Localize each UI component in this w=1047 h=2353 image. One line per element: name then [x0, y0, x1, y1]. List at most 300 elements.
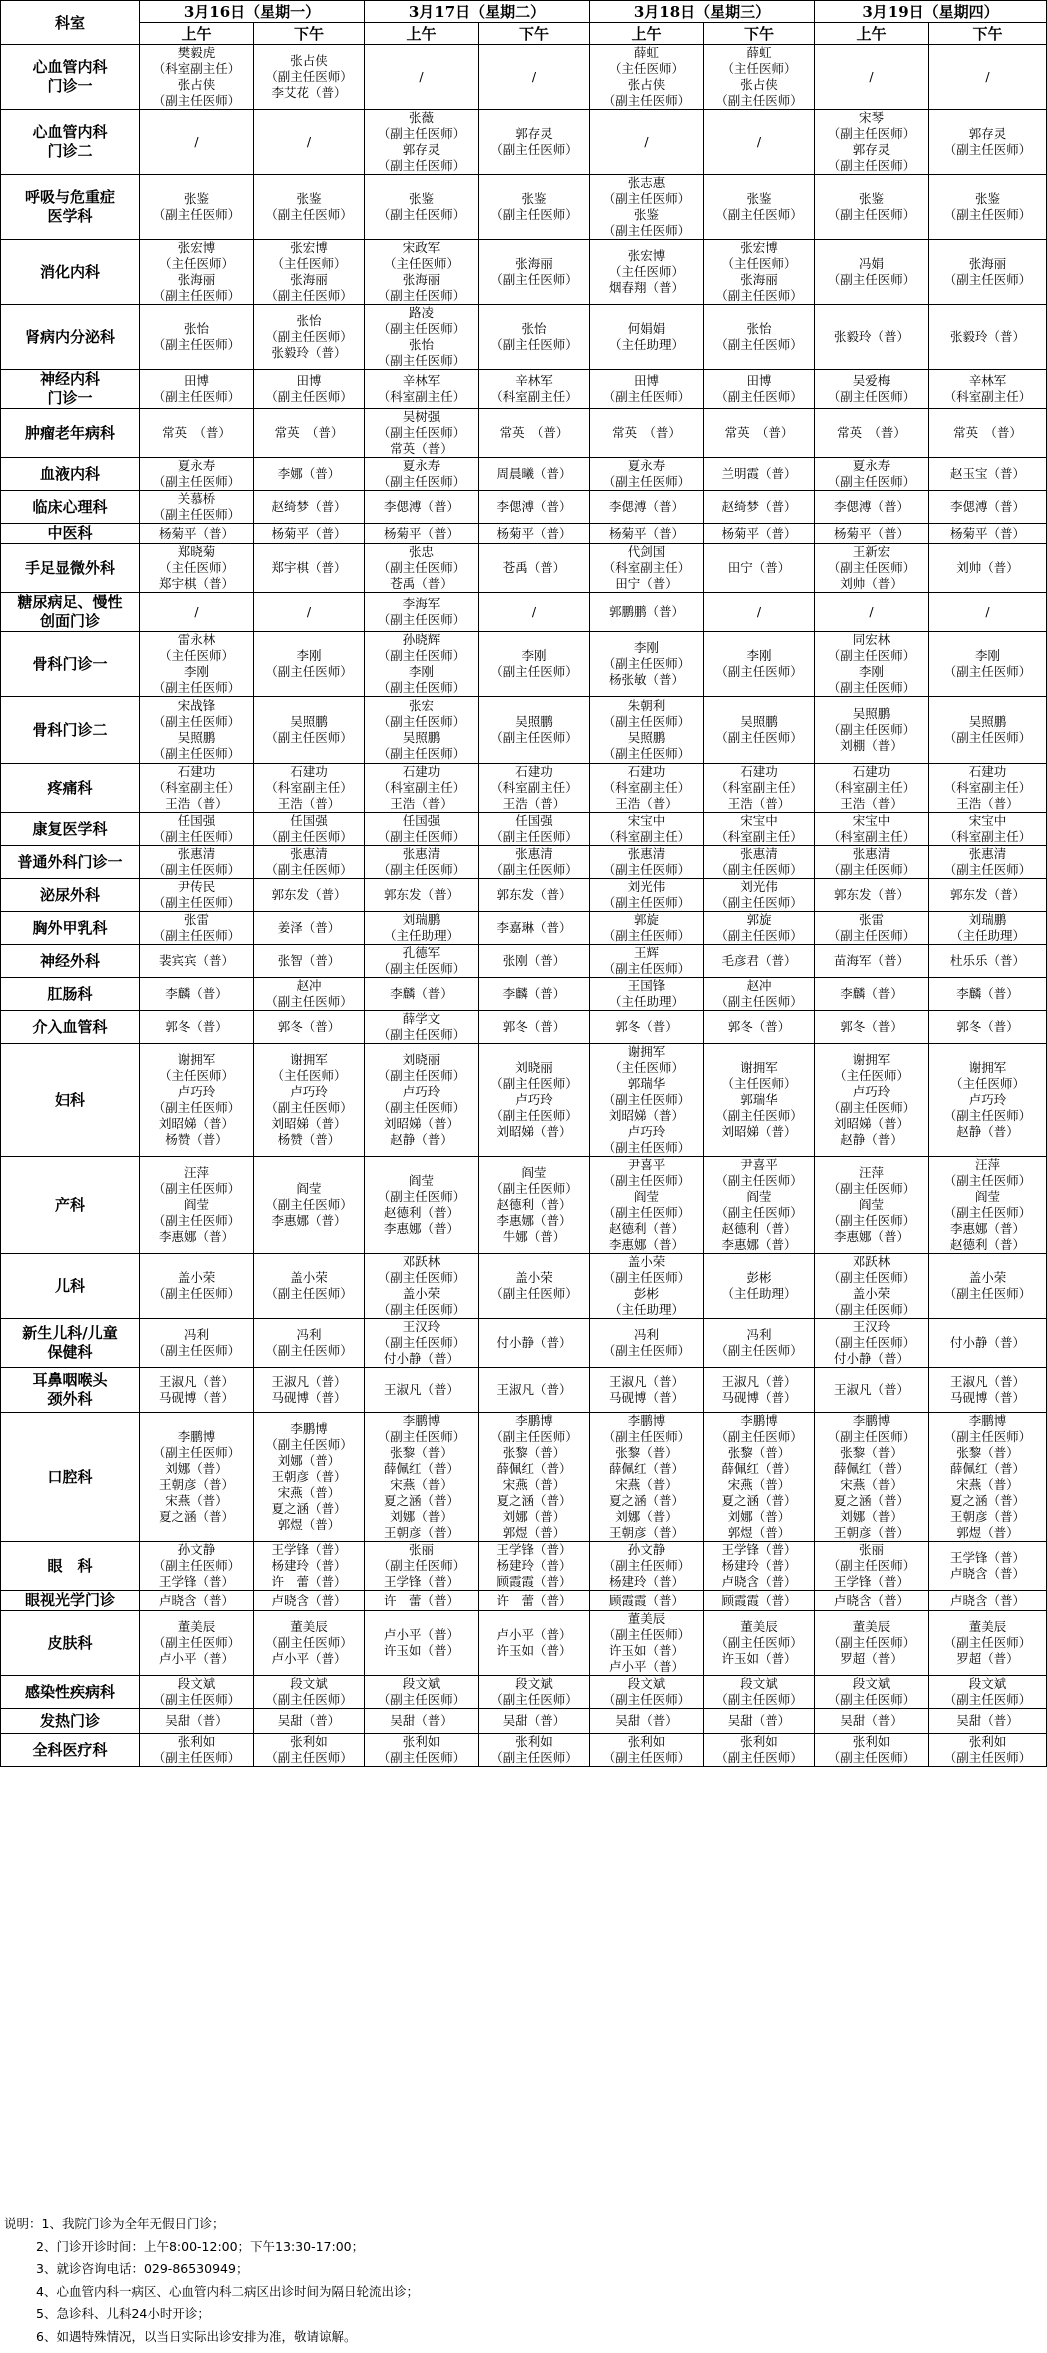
- schedule-cell: 李鹏博 （副主任医师） 刘娜（普） 王朝彦（普） 宋燕（普） 夏之涵（普） 郭煜（普）: [254, 1413, 365, 1542]
- dept-name: 糖尿病足、慢性 创面门诊: [1, 593, 140, 632]
- schedule-cell: /: [704, 593, 815, 632]
- schedule-cell: 代剑国 （科室副主任） 田宁（普）: [590, 544, 704, 593]
- schedule-cell: 郭东发（普）: [929, 879, 1047, 912]
- schedule-cell: 郭冬（普）: [704, 1011, 815, 1044]
- schedule-cell: 冯利 （副主任医师）: [254, 1319, 365, 1368]
- notes-section: [4, 2213, 1044, 2348]
- schedule-cell: 汪萍 （副主任医师） 阎莹 （副主任医师） 李惠娜（普） 赵德利（普）: [929, 1157, 1047, 1254]
- schedule-cell: 吴照鹏 （副主任医师）: [704, 697, 815, 764]
- schedule-cell: 石建功 （科室副主任） 王浩（普）: [929, 764, 1047, 813]
- schedule-cell: 张丽 （副主任医师） 王学锋（普）: [815, 1542, 929, 1591]
- table-row: [1, 1368, 1047, 1413]
- schedule-cell: 王淑凡（普） 马砚博（普）: [254, 1368, 365, 1413]
- schedule-cell: 关慕桥 （副主任医师）: [140, 491, 254, 524]
- schedule-cell: 付小静（普）: [479, 1319, 590, 1368]
- table-row: [1, 458, 1047, 491]
- schedule-cell: 王新宏 （副主任医师） 刘帅（普）: [815, 544, 929, 593]
- schedule-cell: 吴甜（普）: [365, 1709, 479, 1734]
- schedule-cell: 段文斌 （副主任医师）: [929, 1676, 1047, 1709]
- schedule-cell: 辛林军 （科室副主任）: [479, 370, 590, 409]
- schedule-cell: 王辉 （副主任医师）: [590, 945, 704, 978]
- schedule-cell: 邓跃林 （副主任医师） 盖小荣 （副主任医师）: [365, 1254, 479, 1319]
- schedule-cell: 董美辰 （副主任医师） 罗超（普）: [929, 1611, 1047, 1676]
- schedule-cell: 张惠清 （副主任医师）: [815, 846, 929, 879]
- am-header: 上午: [590, 23, 704, 45]
- am-header: 上午: [140, 23, 254, 45]
- dept-name: 手足显微外科: [1, 544, 140, 593]
- schedule-cell: 王学锋（普） 杨建玲（普） 许 蕾（普）: [254, 1542, 365, 1591]
- schedule-cell: /: [365, 45, 479, 110]
- schedule-cell: 李麟（普）: [140, 978, 254, 1011]
- schedule-cell: 刘光伟 （副主任医师）: [704, 879, 815, 912]
- schedule-cell: 李刚 （副主任医师）: [254, 632, 365, 697]
- schedule-cell: 许 蕾（普）: [365, 1591, 479, 1611]
- schedule-cell: /: [140, 110, 254, 175]
- schedule-cell: 董美辰 （副主任医师） 罗超（普）: [815, 1611, 929, 1676]
- schedule-cell: 任国强 （副主任医师）: [254, 813, 365, 846]
- dept-column-header: 科室: [1, 1, 140, 45]
- schedule-cell: 李鹏博 （副主任医师） 张黎（普） 薛佩红（普） 宋燕（普） 夏之涵（普） 刘娜（普） 王朝彦（普）: [365, 1413, 479, 1542]
- table-row: [1, 305, 1047, 370]
- day-header-mon: 3月16日（星期一）: [140, 1, 365, 23]
- schedule-cell: 吴甜（普）: [254, 1709, 365, 1734]
- schedule-cell: 冯利 （副主任医师）: [140, 1319, 254, 1368]
- schedule-cell: 阎莹 （副主任医师） 李惠娜（普）: [254, 1157, 365, 1254]
- schedule-cell: 段文斌 （副主任医师）: [590, 1676, 704, 1709]
- schedule-cell: /: [479, 45, 590, 110]
- schedule-cell: 郭鹏鹏（普）: [590, 593, 704, 632]
- schedule-cell: 郭冬（普）: [254, 1011, 365, 1044]
- schedule-cell: 赵绮梦（普）: [254, 491, 365, 524]
- schedule-cell: 辛林军 （科室副主任）: [365, 370, 479, 409]
- schedule-cell: 张惠清 （副主任医师）: [704, 846, 815, 879]
- schedule-cell: 段文斌 （副主任医师）: [140, 1676, 254, 1709]
- day-header-thu: 3月19日（星期四）: [815, 1, 1047, 23]
- note-line: 6、如遇特殊情况，以当日实际出诊安排为准，敬请谅解。: [36, 2328, 357, 2344]
- schedule-cell: 杨菊平（普）: [479, 524, 590, 544]
- schedule-cell: /: [254, 593, 365, 632]
- note-line: 4、心血管内科一病区、心血管内科二病区出诊时间为隔日轮流出诊；: [36, 2283, 419, 2299]
- schedule-cell: 顾霞霞（普）: [704, 1591, 815, 1611]
- schedule-cell: 张利如 （副主任医师）: [929, 1734, 1047, 1767]
- schedule-cell: 石建功 （科室副主任） 王浩（普）: [254, 764, 365, 813]
- table-row: [1, 240, 1047, 305]
- table-row: [1, 1157, 1047, 1254]
- schedule-cell: 张宏博 （主任医师） 烟春翔（普）: [590, 240, 704, 305]
- schedule-cell: 任国强 （副主任医师）: [140, 813, 254, 846]
- schedule-cell: 兰明霞（普）: [704, 458, 815, 491]
- schedule-cell: 吴甜（普）: [479, 1709, 590, 1734]
- table-row: [1, 879, 1047, 912]
- schedule-cell: 常英 （普）: [479, 409, 590, 458]
- dept-name: 口腔科: [1, 1413, 140, 1542]
- schedule-cell: 顾霞霞（普）: [590, 1591, 704, 1611]
- schedule-cell: 董美辰 （副主任医师） 卢小平（普）: [140, 1611, 254, 1676]
- schedule-cell: 刘帅（普）: [929, 544, 1047, 593]
- table-row: [1, 978, 1047, 1011]
- schedule-cell: 李偲溥（普）: [815, 491, 929, 524]
- schedule-cell: 薛虹 （主任医师） 张占侠 （副主任医师）: [704, 45, 815, 110]
- schedule-cell: 谢拥军 （主任医师） 卢巧玲 （副主任医师） 刘昭娣（普） 杨赞（普）: [140, 1044, 254, 1157]
- table-row: [1, 110, 1047, 175]
- schedule-cell: 谢拥军 （主任医师） 卢巧玲 （副主任医师） 刘昭娣（普） 赵静（普）: [815, 1044, 929, 1157]
- schedule-cell: 张忠 （副主任医师） 苍禹（普）: [365, 544, 479, 593]
- schedule-cell: 常英 （普）: [590, 409, 704, 458]
- pm-header: 下午: [479, 23, 590, 45]
- schedule-cell: 张惠清 （副主任医师）: [254, 846, 365, 879]
- schedule-cell: 薛虹 （主任医师） 张占侠 （副主任医师）: [590, 45, 704, 110]
- schedule-cell: 刘晓丽 （副主任医师） 卢巧玲 （副主任医师） 刘昭娣（普） 赵静（普）: [365, 1044, 479, 1157]
- table-row: [1, 1011, 1047, 1044]
- dept-name: 神经内科 门诊一: [1, 370, 140, 409]
- schedule-cell: 宋宝中 （科室副主任）: [815, 813, 929, 846]
- schedule-cell: 刘光伟 （副主任医师）: [590, 879, 704, 912]
- schedule-cell: 段文斌 （副主任医师）: [365, 1676, 479, 1709]
- schedule-cell: 孙晓辉 （副主任医师） 李刚 （副主任医师）: [365, 632, 479, 697]
- schedule-cell: 常英 （普）: [140, 409, 254, 458]
- schedule-cell: 盖小荣 （副主任医师） 彭彬 （主任助理）: [590, 1254, 704, 1319]
- schedule-cell: 李鹏博 （副主任医师） 张黎（普） 薛佩红（普） 宋燕（普） 夏之涵（普） 刘娜（普） 郭煜（普）: [704, 1413, 815, 1542]
- schedule-cell: 王淑凡（普）: [479, 1368, 590, 1413]
- dept-name: 产科: [1, 1157, 140, 1254]
- schedule-cell: 杨菊平（普）: [929, 524, 1047, 544]
- schedule-cell: 李娜（普）: [254, 458, 365, 491]
- schedule-cell: 吴照鹏 （副主任医师）: [929, 697, 1047, 764]
- schedule-cell: 卢晓含（普）: [254, 1591, 365, 1611]
- schedule-cell: 杨菊平（普）: [704, 524, 815, 544]
- schedule-cell: 石建功 （科室副主任） 王浩（普）: [365, 764, 479, 813]
- schedule-cell: /: [140, 593, 254, 632]
- day-header-tue: 3月17日（星期二）: [365, 1, 590, 23]
- schedule-cell: 汪萍 （副主任医师） 阎莹 （副主任医师） 李惠娜（普）: [815, 1157, 929, 1254]
- schedule-cell: 张鉴 （副主任医师）: [254, 175, 365, 240]
- schedule-cell: 孙文静 （副主任医师） 杨建玲（普）: [590, 1542, 704, 1591]
- schedule-cell: 田博 （副主任医师）: [590, 370, 704, 409]
- schedule-cell: 段文斌 （副主任医师）: [479, 1676, 590, 1709]
- schedule-cell: 郭旋 （副主任医师）: [590, 912, 704, 945]
- note-line: 2、门诊开诊时间：上午8:00-12:00；下午13:30-17:00；: [36, 2238, 365, 2254]
- table-row: [1, 697, 1047, 764]
- schedule-cell: 张鉴 （副主任医师）: [140, 175, 254, 240]
- schedule-cell: 张怡 （副主任医师）: [479, 305, 590, 370]
- schedule-cell: 常英 （普）: [929, 409, 1047, 458]
- schedule-cell: 杜乐乐（普）: [929, 945, 1047, 978]
- schedule-cell: 王学锋（普） 卢晓含（普）: [929, 1542, 1047, 1591]
- schedule-cell: 周晨曦（普）: [479, 458, 590, 491]
- schedule-cell: 张刚（普）: [479, 945, 590, 978]
- schedule-cell: 谢拥军 （主任医师） 郭瑞华 （副主任医师） 刘昭娣（普） 卢巧玲 （副主任医师）: [590, 1044, 704, 1157]
- schedule-cell: 段文斌 （副主任医师）: [815, 1676, 929, 1709]
- schedule-cell: 段文斌 （副主任医师）: [704, 1676, 815, 1709]
- schedule-cell: 李刚 （副主任医师）: [929, 632, 1047, 697]
- table-row: [1, 1611, 1047, 1676]
- schedule-cell: 吴爱梅 （副主任医师）: [815, 370, 929, 409]
- schedule-cell: 李麟（普）: [365, 978, 479, 1011]
- schedule-cell: 张鉴 （副主任医师）: [365, 175, 479, 240]
- note-line: 5、急诊科、儿科24小时开诊；: [36, 2306, 210, 2321]
- schedule-cell: 冯娟 （副主任医师）: [815, 240, 929, 305]
- dept-name: 消化内科: [1, 240, 140, 305]
- dept-name: 中医科: [1, 524, 140, 544]
- schedule-cell: 石建功 （科室副主任） 王浩（普）: [815, 764, 929, 813]
- schedule-cell: 盖小荣 （副主任医师）: [254, 1254, 365, 1319]
- schedule-cell: 夏永寿 （副主任医师）: [815, 458, 929, 491]
- schedule-cell: 常英 （普）: [815, 409, 929, 458]
- schedule-cell: 李偲溥（普）: [590, 491, 704, 524]
- schedule-cell: 谢拥军 （主任医师） 卢巧玲 （副主任医师） 赵静（普）: [929, 1044, 1047, 1157]
- dept-name: 肿瘤老年病科: [1, 409, 140, 458]
- schedule-cell: 吴甜（普）: [704, 1709, 815, 1734]
- schedule-cell: 盖小荣 （副主任医师）: [140, 1254, 254, 1319]
- schedule-cell: 盖小荣 （副主任医师）: [929, 1254, 1047, 1319]
- schedule-cell: 李鹏博 （副主任医师） 张黎（普） 薛佩红（普） 宋燕（普） 夏之涵（普） 刘娜（普） 王朝彦（普）: [590, 1413, 704, 1542]
- table-row: [1, 945, 1047, 978]
- schedule-cell: 石建功 （科室副主任） 王浩（普）: [704, 764, 815, 813]
- dept-name: 血液内科: [1, 458, 140, 491]
- schedule-cell: 常英 （普）: [254, 409, 365, 458]
- dept-name: 肾病内分泌科: [1, 305, 140, 370]
- schedule-cell: 董美辰 （副主任医师） 许玉如（普）: [704, 1611, 815, 1676]
- pm-header: 下午: [704, 23, 815, 45]
- dept-name: 疼痛科: [1, 764, 140, 813]
- schedule-cell: 毛彦君（普）: [704, 945, 815, 978]
- schedule-cell: 何娟娟 （主任助理）: [590, 305, 704, 370]
- schedule-cell: /: [929, 45, 1047, 110]
- schedule-cell: 尹传民 （副主任医师）: [140, 879, 254, 912]
- table-row: [1, 1734, 1047, 1767]
- schedule-cell: 王淑凡（普）: [815, 1368, 929, 1413]
- schedule-cell: 赵冲 （副主任医师）: [254, 978, 365, 1011]
- dept-name: 普通外科门诊一: [1, 846, 140, 879]
- dept-name: 眼 科: [1, 1542, 140, 1591]
- schedule-cell: 杨菊平（普）: [815, 524, 929, 544]
- schedule-cell: 夏永寿 （副主任医师）: [365, 458, 479, 491]
- schedule-cell: 赵玉宝（普）: [929, 458, 1047, 491]
- dept-name: 耳鼻咽喉头 颈外科: [1, 1368, 140, 1413]
- schedule-cell: 汪萍 （副主任医师） 阎莹 （副主任医师） 李惠娜（普）: [140, 1157, 254, 1254]
- schedule-cell: 李鹏博 （副主任医师） 张黎（普） 薛佩红（普） 宋燕（普） 夏之涵（普） 刘娜（普） 郭煜（普）: [479, 1413, 590, 1542]
- schedule-cell: 张毅玲（普）: [815, 305, 929, 370]
- schedule-cell: 张利如 （副主任医师）: [590, 1734, 704, 1767]
- schedule-cell: 谢拥军 （主任医师） 郭瑞华 （副主任医师） 刘昭娣（普）: [704, 1044, 815, 1157]
- schedule-cell: 郭冬（普）: [140, 1011, 254, 1044]
- schedule-cell: 朱朝利 （副主任医师） 吴照鹏 （副主任医师）: [590, 697, 704, 764]
- schedule-cell: /: [590, 110, 704, 175]
- schedule-cell: 郭冬（普）: [479, 1011, 590, 1044]
- schedule-cell: 吴照鹏 （副主任医师）: [479, 697, 590, 764]
- schedule-body: [1, 45, 1047, 1767]
- schedule-cell: 郭存灵 （副主任医师）: [479, 110, 590, 175]
- dept-name: 新生儿科/儿童 保健科: [1, 1319, 140, 1368]
- schedule-cell: 郭旋 （副主任医师）: [704, 912, 815, 945]
- schedule-cell: 张怡 （副主任医师）: [140, 305, 254, 370]
- table-row: [1, 593, 1047, 632]
- schedule-cell: 夏永寿 （副主任医师）: [140, 458, 254, 491]
- schedule-cell: 同宏林 （副主任医师） 李刚 （副主任医师）: [815, 632, 929, 697]
- schedule-cell: 田博 （副主任医师）: [140, 370, 254, 409]
- schedule-cell: 李刚 （副主任医师） 杨张敏（普）: [590, 632, 704, 697]
- schedule-cell: 杨菊平（普）: [590, 524, 704, 544]
- schedule-cell: 李偲溥（普）: [929, 491, 1047, 524]
- schedule-cell: /: [815, 45, 929, 110]
- schedule-cell: 樊毅虎 （科室副主任） 张占侠 （副主任医师）: [140, 45, 254, 110]
- schedule-cell: 宋宝中 （科室副主任）: [704, 813, 815, 846]
- schedule-cell: 付小静（普）: [929, 1319, 1047, 1368]
- schedule-cell: 孔德军 （副主任医师）: [365, 945, 479, 978]
- schedule-cell: 张毅玲（普）: [929, 305, 1047, 370]
- schedule-cell: 张鉴 （副主任医师）: [704, 175, 815, 240]
- schedule-cell: 张志惠 （副主任医师） 张鉴 （副主任医师）: [590, 175, 704, 240]
- schedule-cell: 董美辰 （副主任医师） 许玉如（普） 卢小平（普）: [590, 1611, 704, 1676]
- schedule-cell: 辛林军 （科室副主任）: [929, 370, 1047, 409]
- schedule-cell: 田博 （副主任医师）: [254, 370, 365, 409]
- schedule-cell: 王学锋（普） 杨建玲（普） 卢晓含（普）: [704, 1542, 815, 1591]
- schedule-cell: 吴照鹏 （副主任医师） 刘棚（普）: [815, 697, 929, 764]
- schedule-cell: 张利如 （副主任医师）: [140, 1734, 254, 1767]
- schedule-cell: 张海丽 （副主任医师）: [479, 240, 590, 305]
- schedule-cell: 石建功 （科室副主任） 王浩（普）: [479, 764, 590, 813]
- schedule-cell: 张惠清 （副主任医师）: [140, 846, 254, 879]
- schedule-cell: 郭东发（普）: [365, 879, 479, 912]
- schedule-cell: /: [254, 110, 365, 175]
- schedule-cell: 张鉴 （副主任医师）: [929, 175, 1047, 240]
- schedule-cell: 张宏博 （主任医师） 张海丽 （副主任医师）: [140, 240, 254, 305]
- schedule-cell: 刘瑞鹏 （主任助理）: [929, 912, 1047, 945]
- table-row: [1, 1542, 1047, 1591]
- schedule-cell: 李鹏博 （副主任医师） 刘娜（普） 王朝彦（普） 宋燕（普） 夏之涵（普）: [140, 1413, 254, 1542]
- schedule-cell: 王淑凡（普） 马砚博（普）: [140, 1368, 254, 1413]
- schedule-cell: /: [815, 593, 929, 632]
- schedule-cell: 郭东发（普）: [254, 879, 365, 912]
- schedule-cell: 郑晓菊 （主任医师） 郑宇棋（普）: [140, 544, 254, 593]
- dept-name: 心血管内科 门诊二: [1, 110, 140, 175]
- table-row: [1, 632, 1047, 697]
- dept-name: 心血管内科 门诊一: [1, 45, 140, 110]
- schedule-cell: 郭存灵 （副主任医师）: [929, 110, 1047, 175]
- schedule-cell: 张宏 （副主任医师） 吴照鹏 （副主任医师）: [365, 697, 479, 764]
- schedule-cell: 张惠清 （副主任医师）: [479, 846, 590, 879]
- schedule-cell: 田宁（普）: [704, 544, 815, 593]
- schedule-cell: 杨菊平（普）: [254, 524, 365, 544]
- schedule-cell: 张占侠 （副主任医师） 李艾花（普）: [254, 45, 365, 110]
- schedule-cell: 张利如 （副主任医师）: [815, 1734, 929, 1767]
- schedule-cell: 王淑凡（普） 马砚博（普）: [590, 1368, 704, 1413]
- schedule-cell: 任国强 （副主任医师）: [479, 813, 590, 846]
- table-row: [1, 764, 1047, 813]
- schedule-cell: 薛学文 （副主任医师）: [365, 1011, 479, 1044]
- schedule-cell: 孙文静 （副主任医师） 王学锋（普）: [140, 1542, 254, 1591]
- schedule-cell: 杨菊平（普）: [140, 524, 254, 544]
- dept-name: 眼视光学门诊: [1, 1591, 140, 1611]
- schedule-cell: 张利如 （副主任医师）: [254, 1734, 365, 1767]
- table-row: [1, 491, 1047, 524]
- day-header-wed: 3月18日（星期三）: [590, 1, 815, 23]
- schedule-cell: 张海丽 （副主任医师）: [929, 240, 1047, 305]
- pm-header: 下午: [254, 23, 365, 45]
- schedule-cell: 王淑凡（普）: [365, 1368, 479, 1413]
- dept-name: 骨科门诊一: [1, 632, 140, 697]
- table-row: [1, 524, 1047, 544]
- schedule-cell: 吴甜（普）: [815, 1709, 929, 1734]
- dept-name: 皮肤科: [1, 1611, 140, 1676]
- schedule-cell: 卢晓含（普）: [815, 1591, 929, 1611]
- schedule-cell: 李鹏博 （副主任医师） 张黎（普） 薛佩红（普） 宋燕（普） 夏之涵（普） 王朝彦（普） 郭煜（普）: [929, 1413, 1047, 1542]
- schedule-cell: 郭东发（普）: [479, 879, 590, 912]
- schedule-cell: 李麟（普）: [929, 978, 1047, 1011]
- schedule-cell: 李偲溥（普）: [479, 491, 590, 524]
- dept-name: 康复医学科: [1, 813, 140, 846]
- schedule-cell: 李刚 （副主任医师）: [479, 632, 590, 697]
- dept-name: 泌尿外科: [1, 879, 140, 912]
- schedule-cell: 刘瑞鹏 （主任助理）: [365, 912, 479, 945]
- schedule-cell: 张雷 （副主任医师）: [815, 912, 929, 945]
- table-row: [1, 544, 1047, 593]
- table-row: [1, 1413, 1047, 1542]
- schedule-cell: 邓跃林 （副主任医师） 盖小荣 （副主任医师）: [815, 1254, 929, 1319]
- table-row: [1, 1591, 1047, 1611]
- schedule-cell: 吴甜（普）: [929, 1709, 1047, 1734]
- schedule-cell: 张丽 （副主任医师） 王学锋（普）: [365, 1542, 479, 1591]
- dept-name: 骨科门诊二: [1, 697, 140, 764]
- schedule-cell: 赵绮梦（普）: [704, 491, 815, 524]
- schedule-cell: 宋宝中 （科室副主任）: [590, 813, 704, 846]
- schedule-cell: 阎莹 （副主任医师） 赵德利（普） 李惠娜（普） 牛娜（普）: [479, 1157, 590, 1254]
- schedule-cell: 张怡 （副主任医师） 张毅玲（普）: [254, 305, 365, 370]
- schedule-cell: 董美辰 （副主任医师） 卢小平（普）: [254, 1611, 365, 1676]
- table-row: [1, 175, 1047, 240]
- am-header: 上午: [815, 23, 929, 45]
- schedule-cell: 王淑凡（普） 马砚博（普）: [929, 1368, 1047, 1413]
- schedule-cell: 冯利 （副主任医师）: [704, 1319, 815, 1368]
- schedule-cell: 雷永林 （主任医师） 李刚 （副主任医师）: [140, 632, 254, 697]
- schedule-cell: 张雷 （副主任医师）: [140, 912, 254, 945]
- schedule-cell: 路凌 （副主任医师） 张怡 （副主任医师）: [365, 305, 479, 370]
- table-row: [1, 1254, 1047, 1319]
- dept-name: 全科医疗科: [1, 1734, 140, 1767]
- schedule-cell: 张宏博 （主任医师） 张海丽 （副主任医师）: [704, 240, 815, 305]
- schedule-cell: /: [479, 593, 590, 632]
- note-line: 3、就诊咨询电话：029-86530949；: [36, 2261, 249, 2276]
- schedule-cell: 张智（普）: [254, 945, 365, 978]
- dept-name: 感染性疾病科: [1, 1676, 140, 1709]
- schedule-cell: 田博 （副主任医师）: [704, 370, 815, 409]
- schedule-cell: 王汉玲 （副主任医师） 付小静（普）: [365, 1319, 479, 1368]
- schedule-cell: 张利如 （副主任医师）: [365, 1734, 479, 1767]
- schedule-cell: 谢拥军 （主任医师） 卢巧玲 （副主任医师） 刘昭娣（普） 杨赞（普）: [254, 1044, 365, 1157]
- schedule-cell: 张利如 （副主任医师）: [479, 1734, 590, 1767]
- table-row: [1, 1044, 1047, 1157]
- table-row: [1, 409, 1047, 458]
- schedule-cell: 夏永寿 （副主任医师）: [590, 458, 704, 491]
- schedule-cell: 李偲溥（普）: [365, 491, 479, 524]
- schedule-cell: 张利如 （副主任医师）: [704, 1734, 815, 1767]
- table-row: [1, 1709, 1047, 1734]
- schedule-cell: 王汉玲 （副主任医师） 付小静（普）: [815, 1319, 929, 1368]
- schedule-cell: 宋宝中 （科室副主任）: [929, 813, 1047, 846]
- dept-name: 胸外甲乳科: [1, 912, 140, 945]
- schedule-cell: 卢晓含（普）: [929, 1591, 1047, 1611]
- schedule-cell: 张惠清 （副主任医师）: [590, 846, 704, 879]
- schedule-cell: 张薇 （副主任医师） 郭存灵 （副主任医师）: [365, 110, 479, 175]
- schedule-cell: 任国强 （副主任医师）: [365, 813, 479, 846]
- schedule-cell: 阎莹 （副主任医师） 赵德利（普） 李惠娜（普）: [365, 1157, 479, 1254]
- schedule-cell: 段文斌 （副主任医师）: [254, 1676, 365, 1709]
- note-line: 说明：1、我院门诊为全年无假日门诊；: [4, 2216, 225, 2231]
- schedule-cell: 张鉴 （副主任医师）: [479, 175, 590, 240]
- schedule-cell: 吴甜（普）: [140, 1709, 254, 1734]
- schedule-cell: 石建功 （科室副主任） 王浩（普）: [140, 764, 254, 813]
- schedule-cell: 郭东发（普）: [815, 879, 929, 912]
